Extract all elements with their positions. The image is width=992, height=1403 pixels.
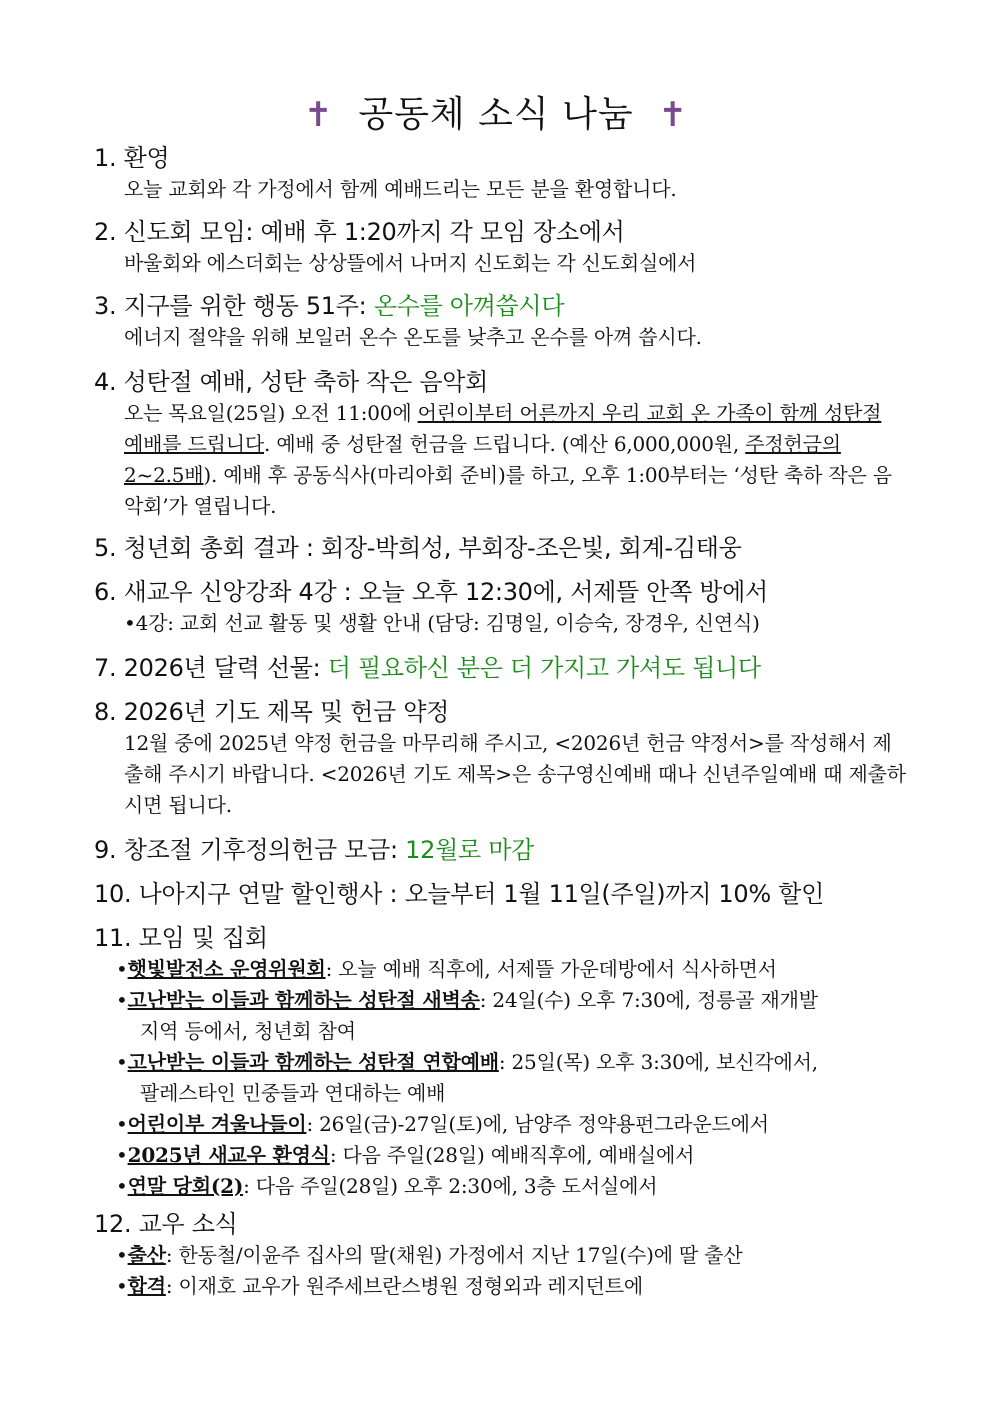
list-item: •고난받는 이들과 함께하는 성탄절 새벽송: 24일(수) 오후 7:30에, 정릉골 재개발: [116, 988, 818, 1012]
section-heading: 8. 2026년 기도 제목 및 헌금 약정: [94, 698, 450, 726]
list-item: •고난받는 이들과 함께하는 성탄절 연합예배: 25일(목) 오후 3:30에, 보신각에서,: [116, 1050, 818, 1074]
section-heading: 7. 2026년 달력 선물: 더 필요하신 분은 더 가지고 가셔도 됩니다: [94, 654, 761, 682]
section-welcome: [94, 142, 906, 205]
section-body: 12월 중에 2025년 약정 헌금을 마무리해 주시고, <2026년 헌금 약정서>를 작성해서 제출해 주시기 바랍니다. <2026년 기도 제목>은 송구영신예배 때나 신년주일예배 때 제출하시면 됩니다.: [124, 731, 906, 817]
section-heading: 3. 지구를 위한 행동 51주: 온수를 아껴씁시다: [94, 292, 565, 320]
list-item: •2025년 새교우 환영식: 다음 주일(28일) 예배직후에, 예배실에서: [116, 1143, 695, 1167]
section-heading: 10. 나아지구 연말 할인행사 : 오늘부터 1월 11일(주일)까지 10% 할인: [94, 880, 824, 908]
cross-icon: ✝: [303, 95, 334, 135]
section-christmas: [94, 366, 906, 522]
section-meetings: [94, 922, 906, 1202]
section-heading: 12. 교우 소식: [94, 1210, 238, 1238]
section-calendar: [94, 652, 906, 684]
list-item-continuation: 팔레스타인 민중들과 연대하는 예배: [140, 1081, 446, 1105]
page-title: [0, 92, 992, 138]
section-body: 오는 목요일(25일) 오전 11:00에 어린이부터 어른까지 우리 교회 온 가족이 함께 성탄절 예배를 드립니다. 예배 중 성탄절 헌금을 드립니다. (예산 6,000,000원, 주정헌금의 2~2.5배). 예배 후 공동식사(마리아회 준비)를 하고, 오후 1:00부터는 ‘성탄 축하 작은 음악회’가 열립니다.: [124, 401, 892, 518]
list-item-continuation: 지역 등에서, 청년회 참여: [140, 1019, 356, 1043]
page-title-text: 공동체 소식 나눔: [358, 94, 634, 135]
section-youth-result: [94, 532, 906, 564]
section-earth-action: [94, 290, 906, 353]
list-item: •연말 당회(2): 다음 주일(28일) 오후 2:30에, 3층 도서실에서: [116, 1174, 658, 1198]
underlined-text: 주정헌금의 2~2.5배: [124, 432, 841, 487]
section-newcomer-class: [94, 576, 906, 639]
section-body: 바울회와 에스더회는 상상뜰에서 나머지 신도회는 각 신도회실에서: [124, 251, 697, 275]
list-item: •햇빛발전소 운영위원회: 오늘 예배 직후에, 서제뜰 가운데방에서 식사하면서: [116, 957, 777, 981]
section-climate-offering: [94, 834, 906, 866]
list-item: •합격: 이재호 교우가 원주세브란스병원 정형외과 레지던트에: [116, 1274, 643, 1298]
section-group-meeting: [94, 216, 906, 279]
section-heading: 9. 창조절 기후정의헌금 모금: 12월로 마감: [94, 836, 534, 864]
highlight-text: 더 필요하신 분은 더 가지고 가셔도 됩니다: [327, 654, 761, 682]
highlight-text: 12월로 마감: [405, 836, 534, 864]
section-body: 에너지 절약을 위해 보일러 온수 온도를 낮추고 온수를 아껴 씁시다.: [124, 325, 702, 349]
section-body: [94, 954, 906, 1202]
section-body: 오늘 교회와 각 가정에서 함께 예배드리는 모든 분을 환영합니다.: [124, 177, 677, 201]
section-heading: 11. 모임 및 집회: [94, 924, 268, 952]
cross-icon: ✝: [658, 95, 689, 135]
section-heading: 1. 환영: [94, 144, 170, 172]
section-prayer-pledge: [94, 696, 906, 821]
highlight-text: 온수를 아껴씁시다: [373, 292, 565, 320]
underlined-text: 어린이부터 어른까지 우리 교회 온 가족이 함께 성탄절 예배를 드립니다: [124, 401, 882, 456]
section-member-news: [94, 1208, 906, 1302]
section-heading: 2. 신도회 모임: 예배 후 1:20까지 각 모임 장소에서: [94, 218, 625, 246]
section-year-end-sale: [94, 878, 906, 910]
section-body: [94, 1240, 906, 1302]
section-heading: 5. 청년회 총회 결과 : 회장-박희성, 부회장-조은빛, 회계-김태웅: [94, 534, 742, 562]
list-item: •어린이부 겨울나들이: 26일(금)-27일(토)에, 남양주 정약용펀그라운드에서: [116, 1112, 769, 1136]
section-heading: 6. 새교우 신앙강좌 4강 : 오늘 오후 12:30에, 서제뜰 안쪽 방에서: [94, 578, 768, 606]
list-item: •출산: 한동철/이윤주 집사의 딸(채원) 가정에서 지난 17일(수)에 딸 출산: [116, 1243, 743, 1267]
section-body: •4강: 교회 선교 활동 및 생활 안내 (담당: 김명일, 이승숙, 장경우, 신연식): [124, 611, 760, 635]
section-heading: 4. 성탄절 예배, 성탄 축하 작은 음악회: [94, 368, 489, 396]
